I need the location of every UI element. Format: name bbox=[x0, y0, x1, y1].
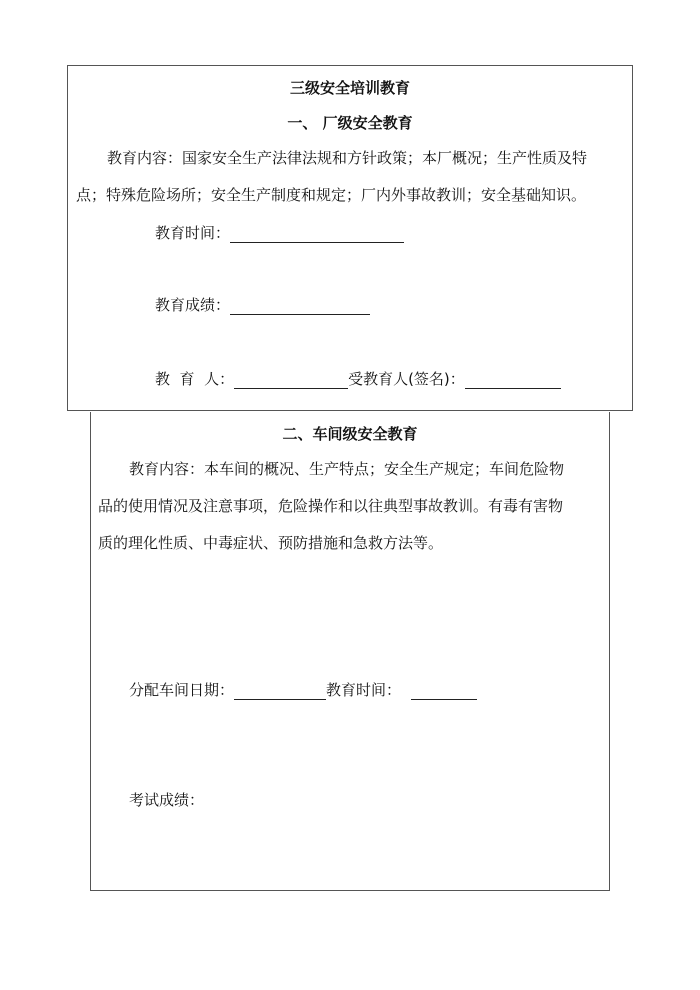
document-title: 三级安全培训教育 bbox=[289, 79, 410, 97]
trainee-signature-label: 受教育人(签名)： bbox=[348, 370, 465, 388]
factory-score-blank[interactable] bbox=[230, 298, 370, 315]
workshop-content-line-1: 教育内容：本车间的概况、生产特点；安全生产规定；车间危险物 bbox=[129, 460, 565, 478]
factory-signature-row bbox=[155, 369, 561, 389]
assign-date-label: 分配车间日期： bbox=[129, 681, 235, 699]
factory-time-blank[interactable] bbox=[230, 226, 404, 243]
factory-level-heading: 一、 厂级安全教育 bbox=[287, 114, 413, 132]
assign-date-blank[interactable] bbox=[234, 683, 326, 700]
workshop-level-heading: 二、车间级安全教育 bbox=[282, 425, 418, 443]
factory-score-row bbox=[155, 295, 370, 315]
factory-content-paragraph bbox=[76, 140, 636, 214]
workshop-level-section bbox=[90, 412, 610, 891]
workshop-dates-row bbox=[129, 680, 477, 700]
trainee-signature-blank[interactable] bbox=[465, 372, 561, 389]
workshop-content-paragraph bbox=[98, 451, 610, 562]
exam-score-label: 考试成绩： bbox=[129, 791, 205, 809]
factory-content-line-2: 点；特殊危险场所；安全生产制度和规定；厂内外事故教训；安全基础知识。 bbox=[76, 186, 587, 204]
factory-level-section bbox=[67, 65, 633, 411]
educator-label: 教 育 人： bbox=[155, 370, 235, 388]
factory-score-label: 教育成绩： bbox=[155, 296, 231, 314]
workshop-time-label: 教育时间： bbox=[326, 681, 402, 699]
workshop-content-line-3: 质的理化性质、中毒症状、预防措施和急救方法等。 bbox=[98, 534, 444, 552]
workshop-content-line-2: 品的使用情况及注意事项，危险操作和以往典型事故教训。有毒有害物 bbox=[98, 497, 564, 515]
exam-score-row bbox=[129, 790, 204, 810]
factory-time-row bbox=[155, 223, 404, 243]
workshop-time-blank[interactable] bbox=[411, 683, 477, 700]
factory-time-label: 教育时间： bbox=[155, 224, 231, 242]
factory-content-line-1: 教育内容：国家安全生产法律法规和方针政策；本厂概况；生产性质及特 bbox=[107, 149, 588, 167]
educator-blank[interactable] bbox=[234, 372, 348, 389]
